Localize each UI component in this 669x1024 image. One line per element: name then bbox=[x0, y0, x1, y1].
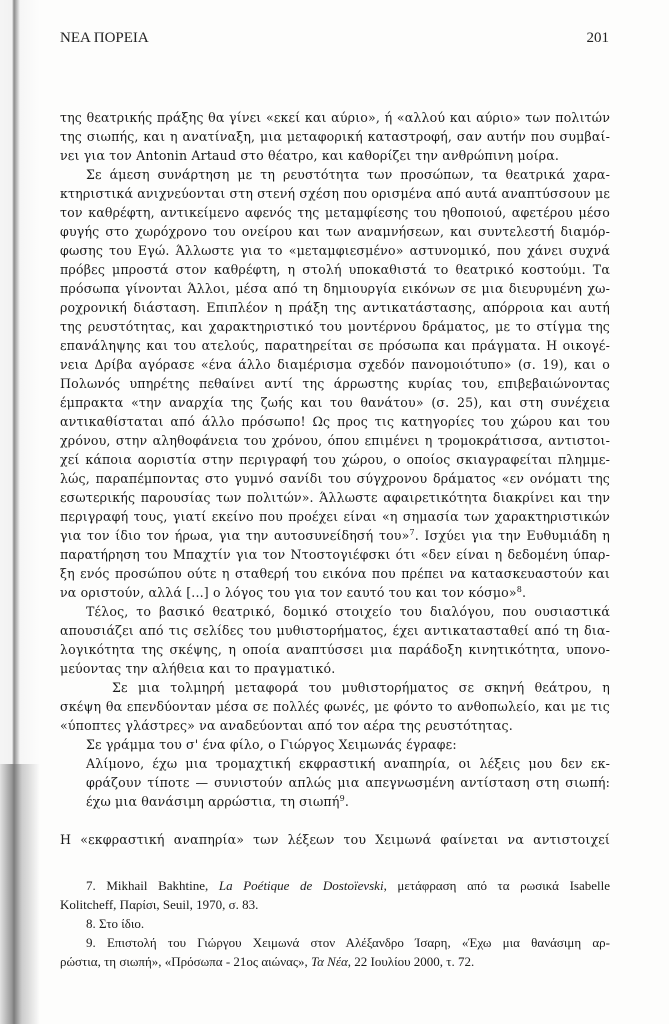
footnote-7-cont: Kolitcheff, Παρίσι, Seuil, 1970, σ. 83. bbox=[60, 897, 259, 912]
paragraph-start: Σε μια τολμηρή μεταφορά του μυθιστορήματος σε σκηνή θεάτρου, η bbox=[112, 680, 610, 695]
text-line: της ρευστότητας, και χαρακτηριστικό του μοντέρνου δράματος, με το στίγμα της bbox=[60, 319, 610, 334]
footnote-ref-7[interactable]: 7 bbox=[409, 527, 415, 537]
footnotes bbox=[60, 876, 610, 971]
footnote-9-cont: ρώστια, τη σιωπή», «Πρόσωπα - 21ος αιώνας», Τα Νέα, 22 Ιουλίου 2000, τ. 72. bbox=[60, 954, 475, 969]
text-line: λώς, παραπέμποντας στο γυμνό σανίδι του σύγχρονου δράματος «εν ονόματι της bbox=[60, 471, 610, 486]
text-line: έμπρακτα «την αναρχία της ζωής και του θανάτου» (σ. 25), και στη συνέχεια bbox=[60, 395, 610, 410]
footnote-7: 7. Mikhail Bakhtine, La Poétique de Dostoïevski, μετάφραση από τα ρωσικά Isabelle bbox=[86, 878, 611, 893]
text-line: κτηριστικά ανιχνεύονται στη στενή σχέση που ορισμένα από αυτά αναπτύσσουν με bbox=[60, 186, 610, 201]
footnote-8: 8. Στο ίδιο. bbox=[86, 916, 145, 931]
text-line: νεια Δρίβα αγόρασε «ένα άλλο διαμέρισμα σχεδόν πανομοιότυπο» (σ. 19), και ο bbox=[60, 357, 610, 372]
text-line: νει για τον Antonin Artaud στο θέατρο, και καθορίζει την ανθρώπινη μοίρα. bbox=[60, 148, 560, 163]
paragraph-start: Σε γράμμα του σ' ένα φίλο, ο Γιώργος Χειμωνάς έγραφε: bbox=[86, 737, 457, 752]
block-quote-line: Αλίμονο, έχω μια τρομαχτική εκφραστική αναπηρία, οι λέξεις μου δεν εκ- bbox=[86, 756, 610, 771]
footnote-9: 9. Επιστολή του Γιώργου Χειμωνά στον Αλέξανδρο Ίσαρη, «Έχω μια θανάσιμη αρ- bbox=[86, 935, 610, 950]
text-line: Πολωνός υπηρέτης πεθαίνει αντί της άρρωστης κυρίας του, επιβεβαιώνοντας bbox=[60, 376, 610, 391]
text-line: για τον ίδιο τον ήρωα, για την αυτοσυνείδησή του»$^7$. Ισχύει για την Ευθυμιάδη η bbox=[60, 527, 610, 543]
text-line: να οριστούν, αλλά [...] ο λόγος του για τον εαυτό του και τον κόσμο»$^8$. bbox=[60, 584, 527, 600]
paragraph-start: Σε άμεση συνάρτηση με τη ρευστότητα των προσώπων, τα θεατρικά χαρα- bbox=[86, 167, 610, 182]
block-quote-line: έχω μια θανάσιμη αρρώστια, τη σιωπή$^9$. bbox=[86, 793, 349, 809]
text-line: φυγής στο χωρόχρονο του ονείρου και των αναμνήσεων, και συντελεστή διαμόρ- bbox=[60, 224, 610, 239]
text-line: χεί κάποια αοριστία στην περιγραφή του χώρου, ο οποίος σκιαγραφείται πλημμε- bbox=[60, 452, 610, 467]
spacer bbox=[60, 811, 610, 830]
text-line: «ύποπτες γλάστρες» να αναδεύονται από τον αέρα της ρευστότητας. bbox=[60, 718, 513, 733]
text-line: της θεατρικής πράξης θα γίνει «εκεί και αύριο», ή «αλλού και αύριο» των πολιτών bbox=[60, 110, 610, 125]
text-line: της σιωπής, και η ανατίναξη, μια μεταφορική καταστροφή, σαν αυτήν που συμβαί- bbox=[60, 129, 610, 144]
text-line: φωσης του Εγώ. Άλλωστε για το «μεταμφιεσμένο» αστυνομικό, που χάνει συχνά bbox=[60, 243, 610, 258]
text-line: σκέψη θα επενδύονταν μέσα σε πολλές φωνές, με φόντο το ανθοπωλείο, και με τις bbox=[60, 699, 610, 714]
text-line: τον καθρέφτη, αντικείμενο αφενός της μεταμφίεσης του ηθοποιού, αφετέρου μέσο bbox=[60, 205, 610, 220]
block-quote-line: φράζουν τίποτε — συνιστούν απλώς μια απεγνωσμένη αντίσταση στη σιωπή: bbox=[86, 775, 610, 790]
text-line: πρόσωπα γίνονται Άλλοι, μέσα από τη δημιουργία εικόνων σε μια διευρυμένη χω- bbox=[60, 281, 610, 296]
page-gutter-shadow-bottom bbox=[0, 764, 40, 1024]
page-number: 201 bbox=[586, 30, 609, 46]
text-line: μεύοντας την αλήθεια και το πραγματικό. bbox=[60, 661, 336, 676]
text-line: χρόνου, στην αληθοφάνεια του χρόνου, όπου επιμένει η τρομοκράτισσα, αντιστοι- bbox=[60, 433, 610, 448]
footnote-ref-9[interactable]: 9 bbox=[339, 793, 345, 803]
text-line: επανάληψης και του ατελούς, παρατηρείται σε πρόσωπα και πράγματα. Η οικογέ- bbox=[60, 338, 610, 353]
body-text bbox=[60, 108, 610, 849]
text-line: εσωτερικής παρουσίας των πολιτών». Άλλωστε αφαιρετικότητα διακρίνει και την bbox=[60, 490, 610, 505]
text-line: παρατήρηση του Μπαχτίν για τον Ντοστογιέφσκι ότι «δεν είναι η δεδομένη ύπαρ- bbox=[60, 547, 610, 562]
text-line: περιγραφή τους, γιατί εκείνο που προέχει είναι «η σημασία των χαρακτηριστικών bbox=[60, 509, 610, 524]
text-line: πρόβες μπροστά στον καθρέφτη, η στολή υποκαθιστά το θεατρικό κοστούμι. Τα bbox=[60, 262, 610, 277]
text-line: απουσιάζει από τις σελίδες του μυθιστορήματος, έχει αντικατασταθεί από τη δια- bbox=[60, 623, 610, 638]
text-line: αντικαθίσταται από άλλο πρόσωπο! Ως προς τις κατηγορίες του χώρου και του bbox=[60, 414, 610, 429]
text-line: ξη ενός προσώπου ούτε η σταθερή του εικόνα που πρέπει να κατασκευαστούν και bbox=[60, 566, 610, 581]
paragraph-start: Τέλος, το βασικό θεατρικό, δομικό στοιχείο του διαλόγου, που ουσιαστικά bbox=[86, 604, 610, 619]
text-line: ροχρονική διάσταση. Επιπλέον η πράξη της αντικατάστασης, απόρροια και αυτή bbox=[60, 300, 610, 315]
footnote-ref-8[interactable]: 8 bbox=[516, 584, 523, 594]
text-line: λογικότητα της σκέψης, η οποία αναπτύσσει μια παράδοξη κινητικότητα, υπονο- bbox=[60, 642, 610, 657]
paragraph-start: Η «εκφραστική αναπηρία» των λέξεων του Χειμωνά φαίνεται να αντιστοιχεί bbox=[60, 832, 610, 847]
journal-title: ΝΕΑ ΠΟΡΕΙΑ bbox=[60, 30, 149, 46]
